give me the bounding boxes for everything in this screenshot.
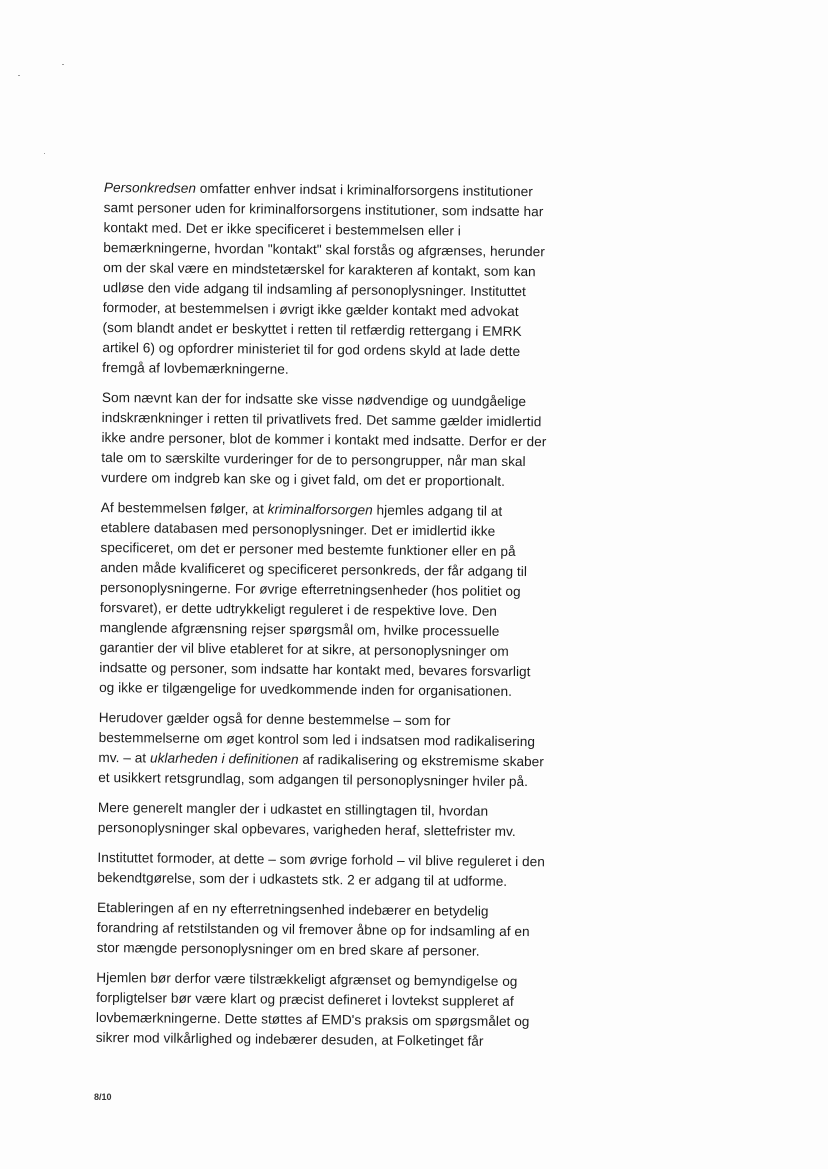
paragraph-segment: hjemles adgang til at etablere databasen med personoplysninger. Det er imidlertid ikke specificeret, om det er personer med bestemte funktioner eller en på anden måde kvalificeret og specificeret personkreds, der får adgang til personoplysningerne. For øvrige efterretningsenheder (hos politiet og forsvaret), er dette udtrykkeligt reguleret i de respektive love. Den manglende afgrænsning rejser spørgsmål om, hvilke processuelle garantier der vil blive etableret for at sikre, at personoplysninger om indsatte og personer, som indsatte har kontakt med, bevares forsvarligt og ikke er tilgængelige for uvedkommende inden for organisationen. (99, 502, 531, 699)
paragraph (101, 388, 552, 492)
paragraph-segment: omfatter enhver indsat i kriminalforsorgens institutioner samt personer uden for kriminalforsorgens institutioner, som indsatte har kontakt med. Det er ikke specificeret i bestemmelsen eller i bemærkningerne, hvordan "kontakt" skal forstås og afgrænses, herunder om der skal være en mindstetærskel for karakteren af kontakt, som kan udløse den vide adgang til indsamling af personoplysninger. Instituttet formoder, at bestemmelsen i øvrigt ikke gælder kontakt med advokat (som blandt andet er beskyttet i retten til retfærdig rettergang i EMRK artikel 6) og opfordrer ministeriet til for god ordens skyld at lade dette fremgå af lovbemærkningerne. (102, 180, 545, 377)
paragraph-segment: Af bestemmelsen følger, at (100, 499, 268, 517)
paragraph-segment: Mere generelt mangler der i udkastet en stillingtagen til, hvordan personoplysninger skal opbevares, varigheden heraf, slettefrister mv. (97, 799, 516, 839)
paragraph (98, 798, 548, 842)
paragraph (99, 498, 551, 702)
scan-speck (44, 153, 45, 154)
paragraph-segment: Som nævnt kan der for indsatte ske visse nødvendige og uundgåelige indskrænkninger i retten til privatlivets fred. Det samme gælder imidlertid ikke andre personer, blot de kommer i kontakt med indsatte. Derfor er der tale om to særskilte vurderinger for de to persongrupper, når man skal vurdere om indgreb kan ske og i givet fald, om det er proportionalt. (101, 389, 547, 489)
page-number: 8/10 (94, 1092, 112, 1102)
scan-speck (18, 75, 20, 76)
paragraph-segment: Herudover gælder også for denne bestemmelse – som for bestemmelserne om øget kontrol som led i indsatsen mod radikalisering mv. – at (98, 709, 536, 766)
body-text (96, 178, 554, 1062)
paragraph (96, 968, 547, 1052)
scan-speck (62, 64, 64, 65)
paragraph-segment: Hjemlen bør derfor være tilstrækkeligt afgrænset og bemyndigelse og forpligtelser bør være klart og præcist defineret i lovtekst suppleret af lovbemærkningerne. Dette støttes af EMD's praksis om spørgsmålet og sikrer mod vilkårlighed og indebærer desuden, at Folketinget får (95, 969, 530, 1049)
paragraph-segment: kriminalforsorgen (267, 501, 373, 518)
paragraph (97, 898, 548, 962)
paragraph (97, 848, 547, 892)
paragraph-segment: Etableringen af en ny efterretningsenhed indebærer en betydelig forandring af retstilstanden og vil fremover åbne op for indsamling af en stor mængde personoplysninger om en bred skare af personer. (96, 899, 530, 959)
paragraph-segment: Personkredsen (103, 179, 197, 196)
paragraph-segment: uklarheden i definitionen (149, 750, 299, 767)
paragraph-segment: af radikalisering og ekstremisme skaber et usikkert retsgrundlag, som adgangen til personoplysninger hviler på. (98, 751, 544, 790)
paragraph (102, 178, 554, 382)
paragraph-segment: Instituttet formoder, at dette – som øvrige forhold – vil blive reguleret i den bekendtgørelse, som der i udkastets stk. 2 er adgang til at udforme. (97, 849, 546, 889)
paragraph (98, 708, 549, 792)
